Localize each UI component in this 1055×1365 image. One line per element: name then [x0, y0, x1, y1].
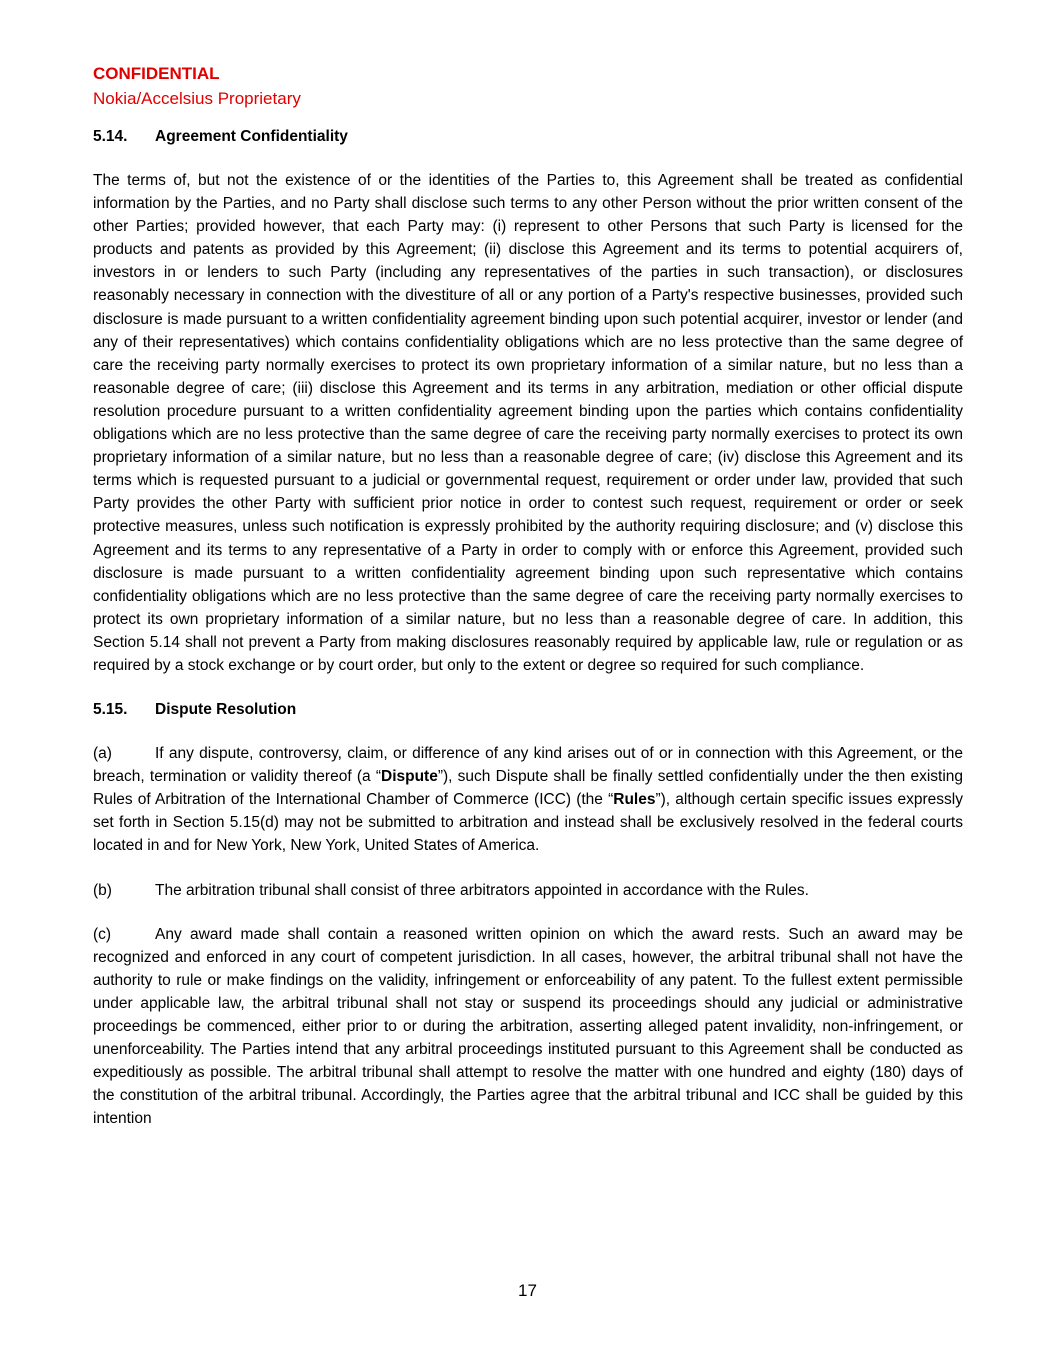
section-title: Agreement Confidentiality [155, 128, 348, 145]
paragraph-text: ”), such Dispute shall be finally settled confidentially under the then existing Rules of Arbitration of the International Chamber of Commerce (ICC) (the “ [93, 768, 964, 809]
section-heading-5-15 [93, 698, 963, 721]
paragraph-label: (c) [93, 925, 112, 943]
document-page [93, 62, 963, 1151]
paragraph-label: (a) [93, 745, 112, 763]
section-title: Dispute Resolution [155, 701, 297, 719]
page-number: 17 [518, 1281, 537, 1300]
paragraph-a [93, 742, 963, 857]
section-number: 5.15. [93, 701, 128, 719]
defined-term-dispute: Dispute [381, 768, 438, 786]
defined-term-rules: Rules [613, 791, 656, 809]
section-heading-5-14 [93, 125, 963, 148]
paragraph-text: The arbitration tribunal shall consist of three arbitrators appointed in accordance with the Rules. [155, 881, 809, 899]
section-number: 5.14. [93, 128, 128, 145]
paragraph-c [93, 923, 963, 1131]
paragraph-b [93, 879, 963, 902]
paragraph-label: (b) [93, 881, 112, 899]
paragraph-text: ”), although certain specific issues expressly set forth in Section 5.15(d) may not be submitted to arbitration and instead shall be exclusively resolved in the federal courts located in and for New York, New York, United States of America. [93, 791, 963, 855]
confidential-label: CONFIDENTIAL [93, 64, 220, 83]
paragraph-text: Any award made shall contain a reasoned written opinion on which the award rests. Such an award may be recognized and enforced in any court of competent jurisdiction. In all cases, however, the arbitral tribunal shall not have the authority to rule or make findings on the validity, infringement or enforceability of any patent. To the fullest extent permissible under applicable law, the arbitral tribunal shall not stay or suspend its proceedings should any judicial or administrative proceedings be commenced, either prior to or during the arbitration, asserting alleged patent invalidity, non-infringement, or unenforceability. The Parties intend that any arbitral proceedings instituted pursuant to this Agreement shall be conducted as expeditiously as possible. The arbitral tribunal shall attempt to resolve the matter with one hundred and eighty (180) days of the constitution of the arbitral tribunal. Accordingly, the Parties agree that the arbitral tribunal and ICC shall be guided by this intention [93, 925, 963, 1128]
section-5-14-body: The terms of, but not the existence of or the identities of the Parties to, this Agreement shall be treated as confidential information by the Parties, and no Party shall disclose such terms to any other Person without the prior written consent of the other Parties; provided however, that each Party may: (i) represent to other Persons that such Party is licensed for the products and patents as provided by this Agreement; (ii) disclose this Agreement and its terms to potential acquirers of, investors in or lenders to such Party (including any representatives of the parties in such transaction), or disclosures reasonably necessary in connection with the divestiture of all or any portion of a Party's respective businesses, provided such disclosure is made pursuant to a written confidentiality agreement binding upon such potential acquirer, investor or lender (and any of their representatives) which contains confidentiality obligations which are no less protective than the same degree of care the receiving party normally exercises to protect its own proprietary information of a similar nature, but no less than a reasonable degree of care; (iii) disclose this Agreement and its terms in any arbitration, mediation or other official dispute resolution procedure pursuant to a written confidentiality agreement binding upon the parties which contains confidentiality obligations which are no less protective than the same degree of care the receiving party normally exercises to protect its own proprietary information of a similar nature, but no less than a reasonable degree of care; (iv) disclose this Agreement and its terms which is requested pursuant to a judicial or governmental request, requirement or order under law, provided that such Party provides the other Party with sufficient prior notice in order to contest such request, requirement or order or seek protective measures, unless such notification is expressly prohibited by the authority requiring disclosure; and (v) disclose this Agreement and its terms to any representative of a Party in order to comply with or enforce this Agreement, provided such disclosure is made pursuant to a written confidentiality agreement binding upon such representative which contains confidentiality obligations which are no less protective than the same degree of care the receiving party normally exercises to protect its own proprietary information of a similar nature, but no less than a reasonable degree of care. In addition, this Section 5.14 shall not prevent a Party from making disclosures reasonably required by applicable law, rule or regulation or as required by a stock exchange or by court order, but only to the extent or degree so required for such compliance. [93, 172, 963, 674]
paragraph-text: If any dispute, controversy, claim, or difference of any kind arises out of or in connection with this Agreement, or the breach, termination or validity thereof (a “ [93, 745, 963, 786]
proprietary-label: Nokia/Accelsius Proprietary [93, 89, 301, 108]
